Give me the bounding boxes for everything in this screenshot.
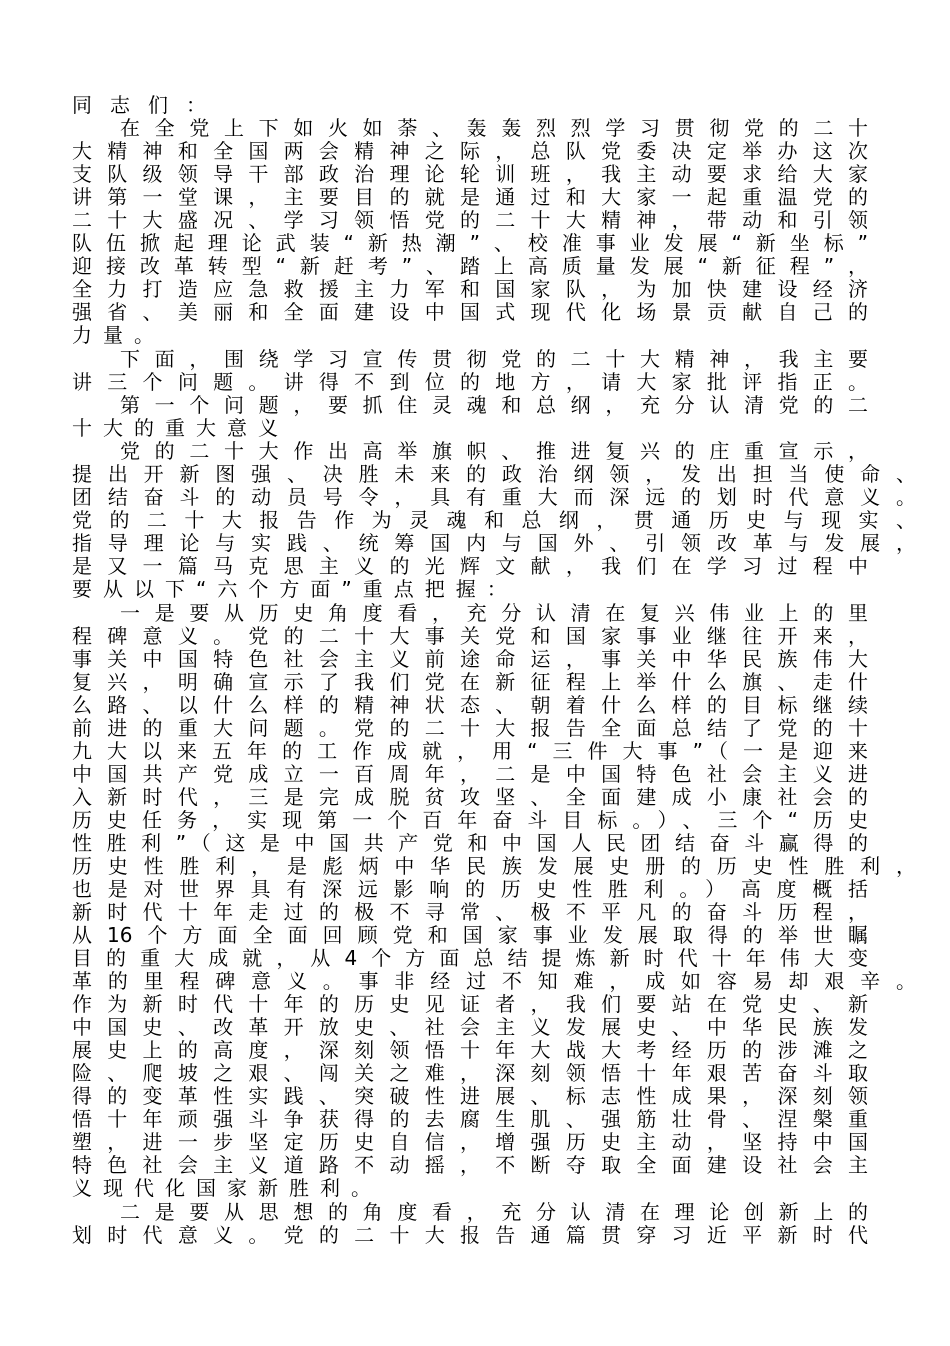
paragraph-line: 也是对世界具有深远影响的历史性胜利。）高度概括 xyxy=(72,877,868,901)
paragraph-line: 塑，进一步坚定历史自信，增强历史主动，坚持中国 xyxy=(72,1130,868,1154)
section-heading: 第一个问题，要抓住灵魂和总纲，充分认清党的二 xyxy=(120,393,868,417)
paragraph-line: 全力打造应急救援主力军和国家队，为加快建设经济 xyxy=(72,277,868,301)
paragraph-line: 大精神和全国两会精神之际，总队党委决定举办这次 xyxy=(72,139,868,163)
paragraph-line: 中国共产党成立一百周年，二是中国特色社会主义进 xyxy=(72,762,868,786)
paragraph-line: 得的变革性实践、突破性进展、标志性成果，深刻领 xyxy=(72,1084,868,1108)
paragraph-line: 提出开新图强、决胜未来的政治纲领，发出担当使命、 xyxy=(72,462,916,486)
paragraph-line: 特色社会主义道路不动摇，不断夺取全面建设社会主 xyxy=(72,1153,868,1177)
paragraph-line: 复兴，明确宣示了我们党在新征程上举什么旗、走什 xyxy=(72,670,868,694)
paragraph-line: 在全党上下如火如荼、轰轰烈烈学习贯彻党的二十 xyxy=(120,116,868,140)
paragraph-line: 历史任务，实现第一个百年奋斗目标。）、三个“历史 xyxy=(72,808,868,832)
paragraph-line: 讲第一堂课，主要目的就是通过和大家一起重温党的 xyxy=(72,185,868,209)
paragraph-line: 作为新时代十年的历史见证者，我们要站在党史、新 xyxy=(72,992,868,1016)
paragraph-line: 下面，围绕学习宣传贯彻党的二十大精神，我主要 xyxy=(120,347,868,371)
paragraph-line: 事关中国特色社会主义前途命运，事关中华民族伟大 xyxy=(72,647,868,671)
paragraph-line: 九大以来五年的工作成就，用“三件大事”（一是迎来 xyxy=(72,739,868,763)
paragraph-line: 历史性胜利，是彪炳中华民族发展史册的历史性胜利， xyxy=(72,854,916,878)
paragraph-line: 新时代十年走过的极不寻常、极不平凡的奋斗历程， xyxy=(72,900,868,924)
paragraph-line: 二十大盛况、学习领悟党的二十大精神，带动和引领 xyxy=(72,208,868,232)
paragraph-line: 党的二十大报告作为灵魂和总纲，贯通历史与现实、 xyxy=(72,508,916,532)
salutation: 同志们： xyxy=(72,93,224,117)
paragraph-line: 性胜利”（这是中国共产党和中国人民团结奋斗赢得的 xyxy=(72,831,868,855)
paragraph-line: 党的二十大作出高举旗帜、推进复兴的庄重宣示， xyxy=(120,439,868,463)
paragraph-line: 中国史、改革开放史、社会主义发展史、中华民族发 xyxy=(72,1015,868,1039)
paragraph-line: 入新时代，三是完成脱贫攻坚、全面建成小康社会的 xyxy=(72,785,868,809)
paragraph-line: 目的重大成就，从4个方面总结提炼新时代十年伟大变 xyxy=(72,946,868,970)
paragraph-line: 讲三个问题。讲得不到位的地方，请大家批评指正。 xyxy=(72,370,868,394)
paragraph-line: 划时代意义。党的二十大报告通篇贯穿习近平新时代 xyxy=(72,1223,868,1247)
paragraph-line: 强省、美丽和全面建设中国式现代化场景贡献自己的 xyxy=(72,300,868,324)
paragraph-line: 前进的重大问题。党的二十大报告全面总结了党的十 xyxy=(72,716,868,740)
section-heading: 十大的重大意义 xyxy=(72,416,289,440)
paragraph-line: 支队级领导干部政治理论轮训班，我主动要求给大家 xyxy=(72,162,868,186)
paragraph-line: 指导理论与实践、统筹国内与国外、引领改革与发展， xyxy=(72,531,916,555)
paragraph-line: 义现代化国家新胜利。 xyxy=(72,1176,382,1200)
paragraph-line: 么路、以什么样的精神状态、朝着什么样的目标继续 xyxy=(72,693,868,717)
paragraph-line: 一是要从历史角度看，充分认清在复兴伟业上的里 xyxy=(120,601,868,625)
paragraph-line: 要从以下“六个方面”重点把握： xyxy=(72,577,518,601)
paragraph-line: 险、爬坡之艰、闯关之难，深刻领悟十年艰苦奋斗取 xyxy=(72,1061,868,1085)
paragraph-line: 力量。 xyxy=(72,323,165,347)
paragraph-line: 是又一篇马克思主义的光辉文献，我们在学习过程中 xyxy=(72,554,868,578)
paragraph-line: 程碑意义。党的二十大事关党和国家事业继往开来， xyxy=(72,624,868,648)
paragraph-line: 二是要从思想的角度看，充分认清在理论创新上的 xyxy=(120,1200,868,1224)
paragraph-line: 展史上的高度，深刻领悟十年大战大考经历的涉滩之 xyxy=(72,1038,868,1062)
paragraph-line: 团结奋斗的动员号令，具有重大而深远的划时代意义。 xyxy=(72,485,916,509)
paragraph-line: 从16个方面全面回顾党和国家事业发展取得的举世瞩 xyxy=(72,923,868,947)
paragraph-line: 队伍掀起理论武装“新热潮”、校准事业发展“新坐标” xyxy=(72,231,868,255)
paragraph-line: 革的里程碑意义。事非经过不知难，成如容易却艰辛。 xyxy=(72,969,916,993)
paragraph-line: 悟十年顽强斗争获得的去腐生肌、强筋壮骨、涅槃重 xyxy=(72,1107,868,1131)
paragraph-line: 迎接改革转型“新赶考”、踏上高质量发展“新征程”， xyxy=(72,254,868,278)
